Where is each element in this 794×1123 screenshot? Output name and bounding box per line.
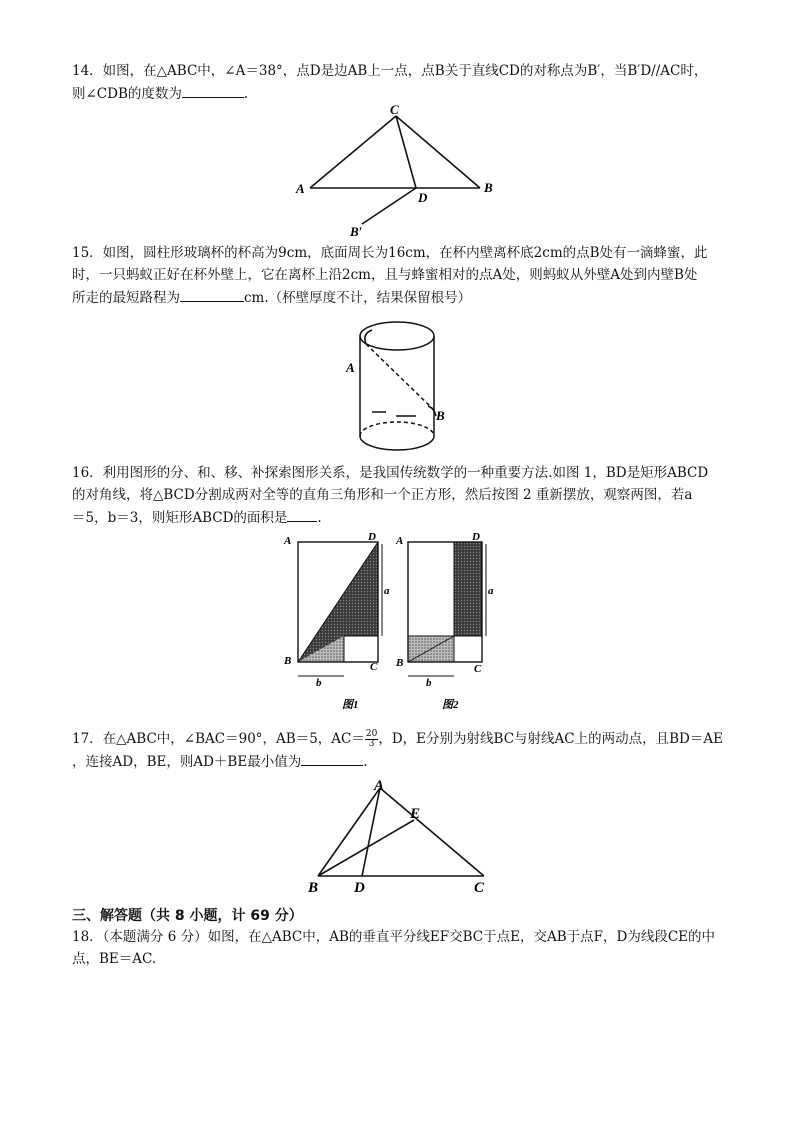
q16-line2: 的对角线，将△BCD分割成两对全等的直角三角形和一个正方形，然后按图 2 重新摆放，观察两图，若a (72, 487, 693, 503)
q16-fig1-label-d: D (368, 531, 376, 543)
q15-line3-text: 所走的最短路程为 (72, 290, 180, 306)
q16-fig2-label-b: B (396, 657, 404, 669)
section-3-heading: 三、解答题（共 8 小题，计 69 分） (72, 908, 303, 924)
fraction-20-3 (365, 730, 378, 749)
answer-blank-14 (182, 82, 244, 98)
q14-line2-text: 则∠CDB的度数为 (72, 86, 182, 102)
q16-fig2-label-d: D (472, 531, 480, 543)
q15-line1: 15．如图，圆柱形玻璃杯的杯高为9cm，底面周长为16cm，在杯内壁离杯底2cm的点B处有一滴蜂蜜，此 (72, 245, 708, 261)
figure-q16-1 (282, 530, 392, 716)
q16-fig2-label-a: A (396, 535, 404, 547)
q17-label-e: E (410, 806, 421, 822)
q16-fig2-label-a-len: a (488, 585, 494, 597)
q18-line2: 点，BE＝AC. (72, 951, 157, 967)
q16-line3-text: ＝5，b＝3，则矩形ABCD的面积是 (72, 510, 288, 526)
q16-fig2-label-b-len: b (426, 677, 432, 689)
q14-label-d: D (418, 190, 428, 205)
question-14 (72, 60, 732, 105)
q14-end: . (243, 86, 249, 102)
q14-label-a: A (296, 181, 305, 196)
q18-line1: 18．（本题满分 6 分）如图，在△ABC中，AB的垂直平分线EF交BC于点E，交AB于点F，D为线段CE的中 (72, 929, 716, 945)
q17-line1a: 17．在△ABC中，∠BAC＝90°，AB＝5，AC＝ (72, 731, 365, 747)
q17-line1b: ，D，E分别为射线BC与射线AC上的两动点，且BD＝AE (378, 731, 723, 747)
figure-q15-cylinder (340, 312, 450, 464)
q17-label-b: B (308, 880, 319, 896)
q15-line2: 时，一只蚂蚁正好在杯外壁上，它在离杯上沿2cm，且与蜂蜜相对的点A处，则蚂蚁从外壁A处到内壁B处 (72, 267, 698, 283)
q16-fig1-label-b: B (284, 655, 292, 667)
q14-line1: 14．如图，在△ABC中，∠A＝38°，点D是边AB上一点，点B关于直线CD的对称点为B′，当B′D//AC时， (72, 63, 708, 79)
figure-q14-triangle (290, 100, 510, 242)
q17-label-c: C (474, 880, 485, 896)
q17-end: . (363, 754, 368, 770)
q16-line1: 16．利用图形的分、和、移、补探索图形关系，是我国传统数学的一种重要方法.如图 1，BD是矩形ABCD (72, 465, 709, 481)
q16-fig1-label-a: A (284, 535, 292, 547)
q16-end: . (317, 510, 322, 526)
q17-label-d: D (354, 880, 365, 896)
q16-fig2-caption: 图2 (442, 699, 459, 711)
figure-q16-2 (394, 530, 504, 716)
question-16 (72, 462, 732, 529)
fraction-denominator: 3 (368, 739, 375, 749)
q15-label-a: A (346, 360, 355, 375)
figure-q17-triangle (300, 776, 500, 902)
question-17 (72, 728, 732, 773)
q14-label-c: C (390, 102, 399, 117)
answer-blank-15 (180, 286, 244, 302)
q17-line1 (72, 728, 732, 750)
q16-fig2-label-c: C (474, 663, 482, 675)
q16-fig1-label-c: C (370, 661, 378, 673)
q14-label-b: B (484, 180, 493, 195)
q16-fig1-label-a-len: a (384, 585, 390, 597)
q16-line3 (72, 506, 732, 529)
q16-fig1-caption: 图1 (342, 699, 359, 711)
q16-fig1-label-b-len: b (316, 677, 322, 689)
q17-line2-text: ，连接AD，BE，则AD＋BE最小值为 (72, 754, 302, 770)
q17-line2 (72, 750, 732, 773)
q17-label-a: A (374, 778, 385, 794)
answer-blank-17 (301, 750, 363, 766)
question-18 (72, 926, 732, 970)
q14-label-bprime: B′ (350, 224, 363, 238)
fraction-numerator: 20 (365, 729, 378, 739)
q15-line3 (72, 286, 732, 309)
q15-unit: cm.（杯壁厚度不计，结果保留根号） (244, 290, 472, 306)
answer-blank-16 (287, 506, 317, 522)
question-15 (72, 242, 732, 309)
q15-label-b: B (436, 408, 445, 423)
